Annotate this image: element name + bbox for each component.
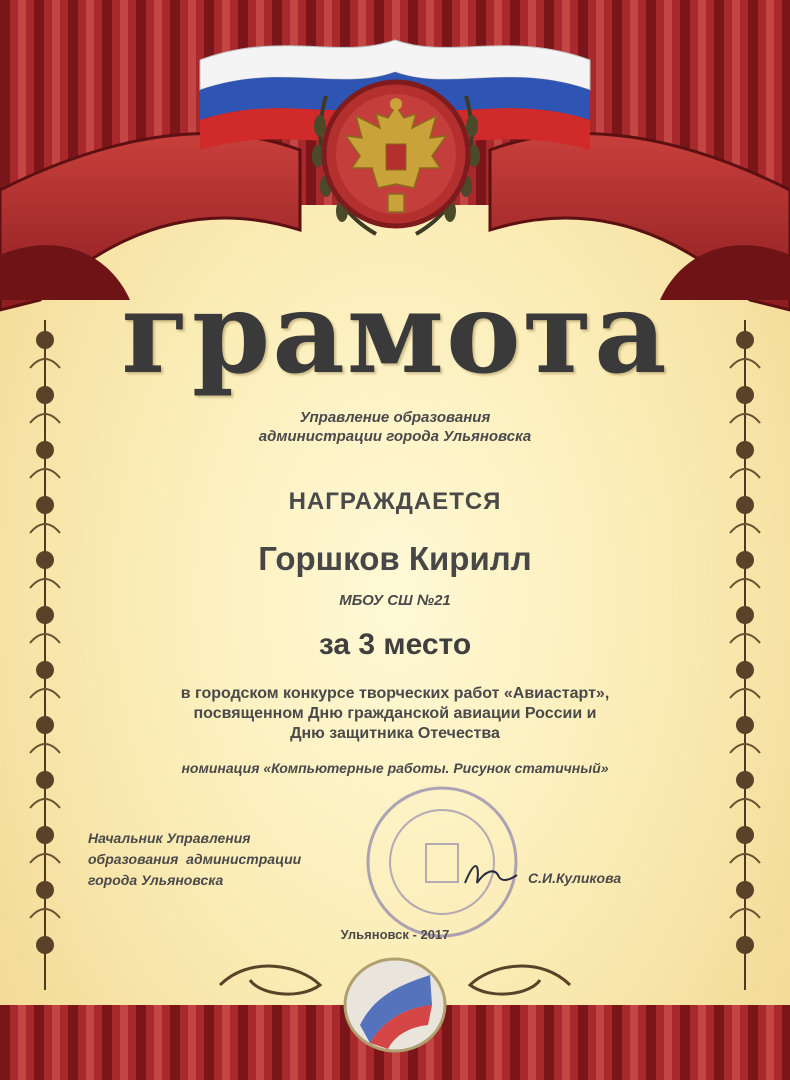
award-place: за 3 место	[318, 628, 472, 661]
issuer-line: Управление образования	[299, 409, 491, 426]
description-line: посвященном Дню гражданской авиации России и	[193, 705, 597, 722]
city-year: Ульяновск - 2017	[340, 927, 450, 942]
description-line: Дню защитника Отечества	[290, 725, 500, 742]
handwritten-signature-icon	[455, 853, 525, 893]
certificate-title: грамота	[121, 268, 669, 399]
coat-of-arms-icon	[306, 56, 486, 246]
signer-post-line: Начальник Управления	[88, 830, 251, 846]
awarded-label: НАГРАЖДАЕТСЯ	[288, 488, 502, 515]
contest-description	[0, 684, 790, 744]
issuer-line: администрации города Ульяновска	[258, 428, 532, 445]
recipient-name: Горшков Кирилл	[258, 540, 532, 577]
signer-post	[88, 828, 301, 891]
signer-post-line: города Ульяновска	[88, 872, 224, 888]
issuer-block	[0, 408, 790, 446]
school-name: МБОУ СШ №21	[339, 592, 451, 609]
nomination: номинация «Компьютерные работы. Рисунок статичный»	[181, 760, 609, 776]
signer-post-line: образования администрации	[88, 851, 302, 867]
bottom-emblem-icon	[340, 955, 450, 1055]
signer-name: С.И.Куликова	[528, 870, 622, 886]
description-line: в городском конкурсе творческих работ «Авиастарт»,	[180, 685, 610, 702]
